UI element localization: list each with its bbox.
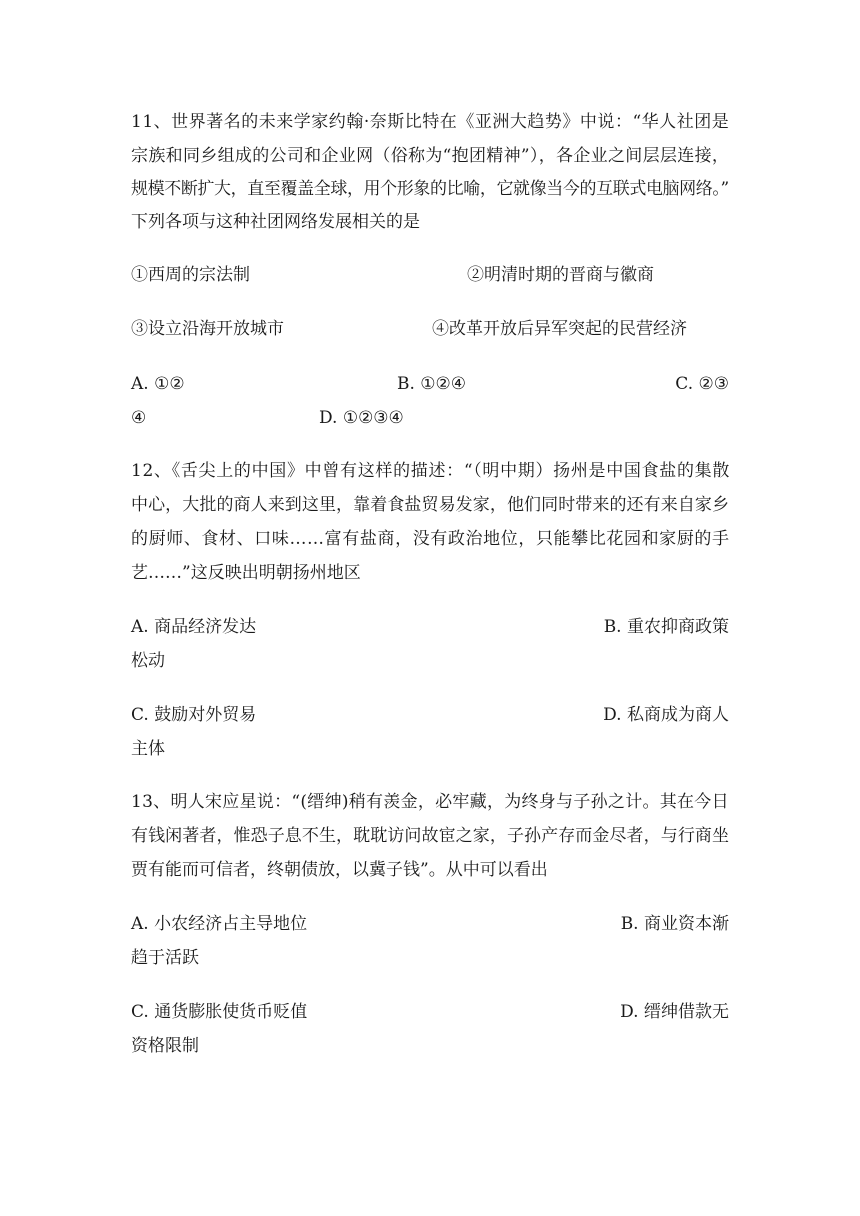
q12-option-b-continued: 松动 bbox=[131, 651, 165, 671]
q12-option-c: C. 鼓励对外贸易 bbox=[131, 705, 257, 725]
q11-stem-line-2: 宗族和同乡组成的公司和企业网（俗称为“抱团精神”），各企业之间层层连接， bbox=[131, 146, 730, 166]
q11-option-d: D. ①②③④ bbox=[319, 408, 404, 428]
q12-stem-line-2: 中心，大批的商人来到这里，靠着食盐贸易发家，他们同时带来的还有来自家乡 bbox=[131, 495, 730, 515]
q11-option-c-continued: ④ bbox=[131, 408, 147, 428]
q12-option-d-continued: 主体 bbox=[131, 739, 165, 759]
q12-stem-line-1: 12、《舌尖上的中国》中曾有这样的描述：“（明中期）扬州是中国食盐的集散 bbox=[131, 461, 731, 481]
q13-option-b-continued: 趋于活跃 bbox=[131, 948, 199, 968]
q13-option-d-continued: 资格限制 bbox=[131, 1036, 199, 1056]
q13-option-d: D. 缙绅借款无 bbox=[620, 1002, 729, 1022]
q11-stem-line-4: 下列各项与这种社团网络发展相关的是 bbox=[131, 212, 420, 232]
q13-stem-line-1: 13、明人宋应星说：“(缙绅)稍有羡金，必牢藏，为终身与子孙之计。其在今日 bbox=[131, 792, 729, 812]
q12-stem-line-3: 的厨师、食材、口味……富有盐商，没有政治地位，只能攀比花园和家厨的手 bbox=[131, 529, 730, 549]
q11-stem-line-1: 11、世界著名的未来学家约翰·奈斯比特在《亚洲大趋势》中说：“华人社团是 bbox=[131, 112, 730, 132]
q11-item-3: ③设立沿海开放城市 bbox=[131, 319, 284, 339]
q11-item-4: ④改革开放后异军突起的民营经济 bbox=[432, 319, 687, 339]
q11-option-c: C. ②③ bbox=[675, 374, 729, 394]
q11-option-b: B. ①②④ bbox=[397, 374, 467, 394]
q13-stem-line-3: 贾有能而可信者，终朝债放，以冀子钱”。从中可以看出 bbox=[131, 860, 548, 880]
q12-option-d: D. 私商成为商人 bbox=[603, 705, 729, 725]
q12-option-b: B. 重农抑商政策 bbox=[603, 617, 729, 637]
q12-stem-line-4: 艺……”这反映出明朝扬州地区 bbox=[131, 563, 361, 583]
q13-option-a: A. 小农经济占主导地位 bbox=[131, 914, 308, 934]
q11-stem-line-3: 规模不断扩大，直至覆盖全球，用个形象的比喻，它就像当今的互联式电脑网络。” bbox=[131, 179, 729, 199]
q13-option-c: C. 通货膨胀使货币贬值 bbox=[131, 1002, 308, 1022]
q11-item-1: ①西周的宗法制 bbox=[131, 265, 250, 285]
q12-option-a: A. 商品经济发达 bbox=[131, 617, 257, 637]
q11-item-2: ②明清时期的晋商与徽商 bbox=[467, 265, 654, 285]
q13-stem-line-2: 有钱闲著者，惟恐子息不生，耽耽访问故宦之家，子孙产存而金尽者，与行商坐 bbox=[131, 826, 730, 846]
q13-option-b: B. 商业资本渐 bbox=[620, 914, 729, 934]
q11-option-a: A. ①② bbox=[131, 374, 185, 394]
